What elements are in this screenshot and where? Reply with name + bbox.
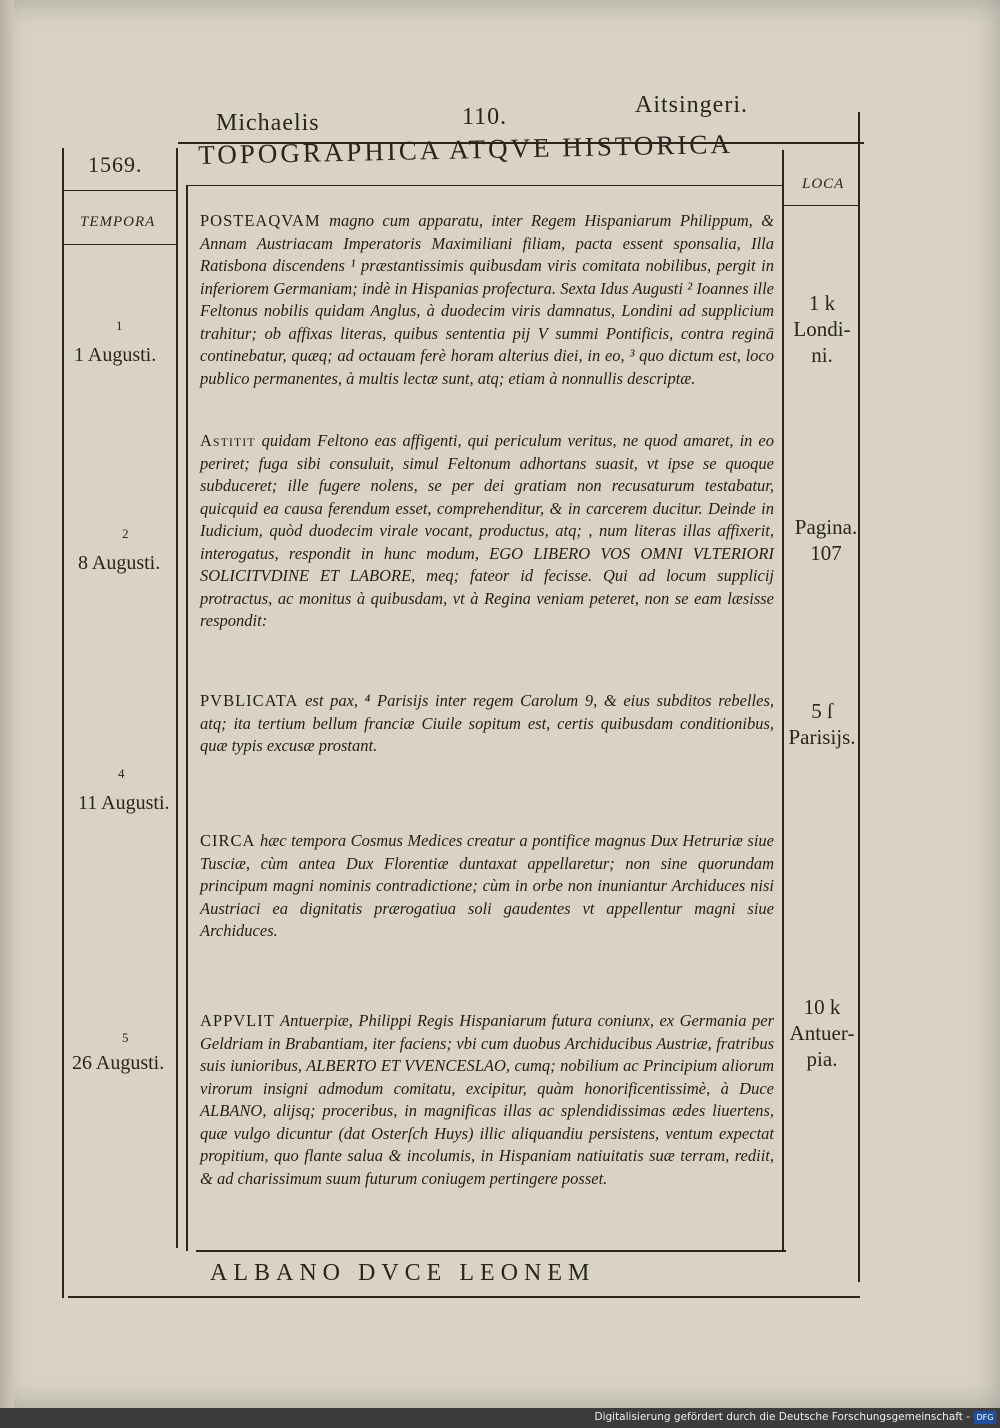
paragraph-lead: CIRCA	[200, 831, 256, 850]
left-column-rule	[176, 148, 178, 1248]
paragraph-text: quidam Feltono eas affigenti, qui periculum veritus, ne quod amaret, in eo periret; fuga sibi consuluit, simul Feltonum adhortans suasit, vt ipse se quoque subduceret; ille fugere nolens, se per dei gratiam non recusaturum testabatur, quicquid ea causa ferendum esset, comprehenditur, & in carcerem ducitur. Deinde in Iudicium, quòd duodecim virale vocant, productus, atq; , num literas illas affixerit, interogatus, respondit in hunc modum, EGO LIBERO VOS OMNI VLTERIORI SOLICITVDINE ET LABORE, meq; fateor id fecisse. Qui ad locum supplicij protractus, ac monitus à quibusdam, vt à Regina veniam peteret, non se eam læsisse respondit:	[200, 431, 774, 630]
loca-label: LOCA	[802, 176, 845, 192]
entry-paragraph	[200, 430, 774, 633]
page-number: 110.	[462, 104, 508, 130]
loca-line: 10 k	[803, 995, 841, 1019]
year-rule	[64, 190, 176, 191]
paragraph-text: magno cum apparatu, inter Regem Hispaniarum Philippum, & Annam Austriacam Imperatoris Maximiliani filiam, pacta essent sponsalia, Illa Ratisbona discendens ¹ præstantissimis quibusdam viris comitata nobilibus, pergit in inferiorem Germaniam; indè in Hispanias profectura. Sexta Idus Augusti ² Ioannes ille Feltonus nobilis quidam Anglus, à duodecim viris damnatus, Londini ad supplicium trahitur; ob affixas literas, quibus sententia pij V summi Pontificis, contra reginā continebatur, quæq; ad octauam ferè horam alterius diei, in eo, ³ quo dictum est, loco publico permanentes, à multis lectæ sunt, atq; etiam à nonnullis descriptæ.	[200, 211, 774, 388]
loca-line: Parisijs.	[788, 725, 856, 749]
loca-line: 107	[810, 541, 842, 565]
header-right: Aitsingeri.	[635, 92, 748, 118]
dfg-logo: DFG	[974, 1411, 996, 1424]
loca-line: 1 k	[808, 291, 836, 315]
title-rule	[186, 185, 784, 186]
loca-line: 5 ſ	[811, 699, 833, 723]
entry-loca	[786, 698, 858, 750]
loca-line: ni.	[811, 343, 833, 367]
banner-text: Digitalisierung gefördert durch die Deutsche Forschungsgemeinschaft -	[594, 1411, 970, 1423]
page-edge	[0, 0, 14, 1408]
entry-paragraph	[200, 830, 774, 943]
entry-loca	[786, 290, 858, 368]
digitization-banner	[0, 1408, 1000, 1428]
text-left-rule	[186, 186, 188, 1251]
paragraph-lead: APPVLIT	[200, 1011, 275, 1030]
paragraph-lead: Astitit	[200, 431, 256, 450]
entry-loca	[786, 994, 858, 1072]
entry-date: 8 Augusti.	[78, 552, 161, 574]
entry-paragraph	[200, 1010, 774, 1190]
page-title: TOPOGRAPHICA ATQVE HISTORICA	[198, 128, 734, 170]
year: 1569.	[88, 152, 143, 177]
paragraph-text: Antuerpiæ, Philippi Regis Hispaniarum futura coniunx, ex Germania per Geldriam in Brabantiam, iter faciens; vbi cum duobus Archiducibus Austriæ, fratribus suis iunioribus, ALBERTO ET VVENCESLAO, cumq; nobilium ac Principium aliorum virorum insigni admodum comitatu, excipitur, quàm honorificentissimè, à Duce ALBANO, alijsq; proceribus, in magnificas illas ac splendidissimas ædes liuertens, quæ vulgo dicuntur (dat Osterſch Huys) illic aliquandiu persistens, ventum expectat propitium, quo flante salua & incolumis, in Hispaniam natiuitatis suæ terram, rediit, & ad charissimum suum futurum coniugem pertingere posset.	[200, 1011, 774, 1188]
entry-marker: 5	[122, 1030, 129, 1045]
header-left: Michaelis	[216, 110, 320, 136]
tempora-label: TEMPORA	[80, 214, 156, 230]
text-right-rule	[782, 150, 784, 1250]
loca-rule	[784, 205, 858, 206]
bottom-rule	[196, 1250, 786, 1252]
tempora-rule	[64, 244, 176, 245]
entry-date: 1 Augusti.	[74, 344, 157, 366]
loca-line: Londi-	[793, 317, 851, 341]
entry-marker: 4	[118, 766, 125, 781]
footer-rule	[68, 1296, 860, 1298]
entry-date: 26 Augusti.	[72, 1052, 165, 1074]
entry-marker: 2	[122, 526, 129, 541]
entry-date: 11 Augusti.	[78, 792, 170, 814]
paragraph-lead: POSTEAQVAM	[200, 211, 321, 230]
outer-left-rule	[62, 148, 64, 1298]
paragraph-text: hæc tempora Cosmus Medices creatur a pontifice magnus Dux Hetruriæ siue Tusciæ, cùm antea Dux Florentiæ duntaxat appellaretur; non sine quorundam principum magni nominis contradictione; cùm in orbe non inuniantur Archiduces nisi Austriaci ea dignitatis prærogatiua soli gaudentes vt appellentur magni siue Archiduces.	[200, 831, 774, 940]
loca-line: pia.	[806, 1047, 838, 1071]
paragraph-text: est pax, ⁴ Parisijs inter regem Carolum 9, & eius subditos rebelles, atq; ita tertium bellum franciæ Ciuile sopitum est, certis quibusdam conditionibus, quæ typis excusæ prostant.	[200, 691, 774, 755]
loca-line: Antuer-	[789, 1021, 855, 1045]
paragraph-lead: PVBLICATA	[200, 691, 299, 710]
entry-loca	[786, 514, 866, 566]
entry-paragraph	[200, 690, 774, 758]
loca-line: Pagina.	[794, 515, 858, 539]
entry-paragraph	[200, 210, 774, 390]
entry-marker: 1	[116, 318, 123, 333]
footer-title: ALBANO DVCE LEONEM	[210, 1260, 596, 1286]
outer-right-rule	[858, 112, 860, 1282]
